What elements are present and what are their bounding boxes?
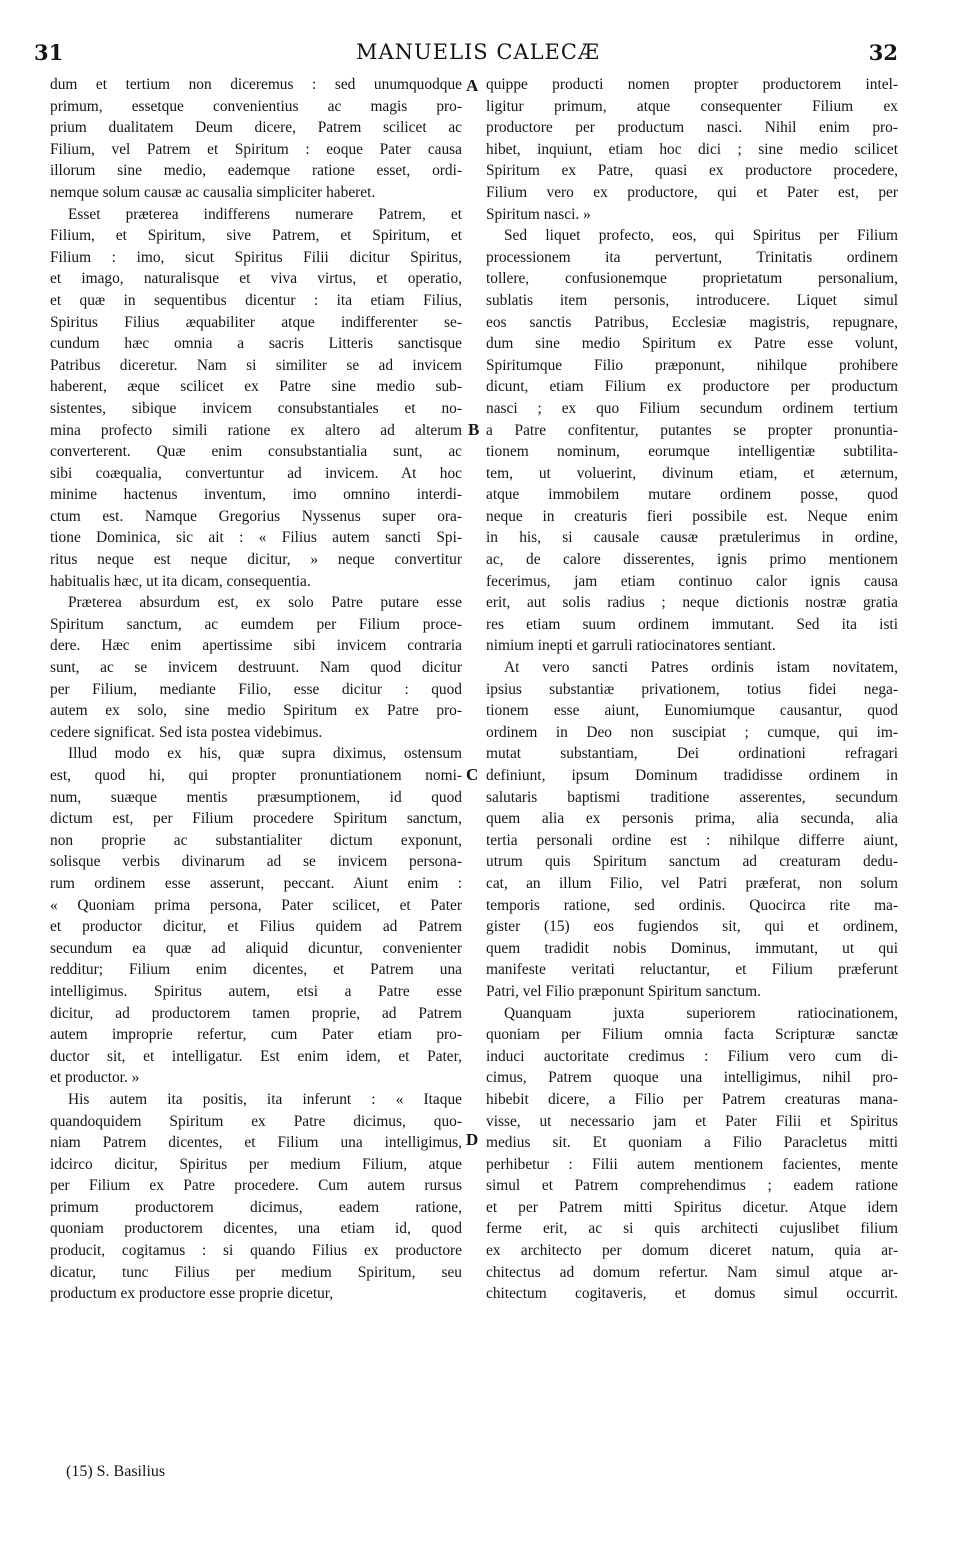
- right-column-line: ferme erit, ac si quis architecti cujuslibet filium: [486, 1220, 898, 1238]
- right-column-line: in his, si causale causæ prætulerimus in ordine,: [486, 529, 898, 547]
- left-column-line: mina profecto simili ratione ex altero ad alterum: [50, 421, 462, 439]
- left-column-line: Spiritum sanctum, ac eumdem per Filium proce-: [50, 615, 462, 633]
- left-column-line: tione Dominica, sic ait : « Filius autem sancti Spi-: [50, 529, 462, 547]
- right-column-line: temporis ratione, sed ordinis. Quocirca rite ma-: [486, 896, 898, 914]
- right-column-line: manifeste veritati reluctantur, et Filium præferunt: [486, 961, 898, 979]
- left-column-line: ctum est. Namque Gregorius Nyssenus super ora-: [50, 507, 462, 525]
- right-column-line: mutat substantiam, Dei ordinationi refragari: [486, 745, 898, 763]
- right-column-line: tollere, confusionemque proprietatum personalium,: [486, 270, 898, 288]
- right-column: [486, 74, 898, 1454]
- left-column-line: et productor dicitur, et Filius quidem ad Patrem: [50, 918, 462, 936]
- right-column-line: quem tradidit nobis Dominus, immutant, ut qui: [486, 939, 898, 957]
- left-column-line: haberent, æque scilicet ex Patre sine medio sub-: [50, 378, 462, 396]
- left-column-line: Esset præterea indifferens numerare Patrem, et: [68, 205, 462, 223]
- right-column-line: ipsius substantiæ privationem, totius fidei nega-: [486, 680, 898, 698]
- right-column-line: Filium vero ex productore, qui et Pater est, per: [486, 183, 898, 201]
- right-column-line: quem alia ex personis prima, alia secunda, alia: [486, 810, 898, 828]
- left-column-line: habitualis hæc, ut ita dicam, consequentia.: [50, 572, 311, 590]
- left-column-line: converterent. Quæ enim consubstantialia sunt, ac: [50, 443, 462, 461]
- right-column-line: hibet, inquiunt, etiam hoc dici ; sine medio scilicet: [486, 140, 898, 158]
- left-column-line: Præterea absurdum est, ex solo Patre putare esse: [68, 594, 462, 612]
- left-column-line: primum, essetque convenientius ac magis pro-: [50, 97, 462, 115]
- right-column-line: chitectum cogitaveris, et domus simul occurrit.: [486, 1285, 898, 1303]
- right-column-line: tionem esse aiunt, Eunomiumque causantur, quod: [486, 702, 898, 720]
- left-column-line: producit, cogitamus : si quando Filius ex productore: [50, 1242, 462, 1260]
- right-column-line: hibebit dicere, a Filio per Patrem creaturas mana-: [486, 1090, 898, 1108]
- left-column-line: num, suæque mentis præsumptionem, id quod: [50, 788, 462, 806]
- left-column-line: dum et tertium non diceremus : sed unumquodque: [50, 76, 462, 93]
- left-column-line: quandoquidem Spiritum ex Patre dicimus, quo-: [50, 1112, 462, 1130]
- left-column-line: sistentes, sibique invicem consubstantiales et no-: [50, 399, 462, 417]
- left-column-line: solisque verbis divinarum ad se invicem persona-: [50, 853, 462, 871]
- right-column-line: chitectus ad domum refertur. Nam simul atque ar-: [486, 1263, 898, 1281]
- right-column-line: visse, ut necessario jam et Pater Filii et Spiritus: [486, 1112, 898, 1130]
- left-column-line: et quæ in sequentibus dicentur : ita etiam Filius,: [50, 291, 462, 309]
- page-number-left: 31: [34, 40, 64, 65]
- left-column-line: Filium, vel Patrem et Spiritum : eoque Pater causa: [50, 140, 462, 158]
- left-column-line: dictum est, per Filium procedere Spiritum sanctum,: [50, 810, 462, 828]
- right-column-line: productore per productum nasci. Nihil enim pro-: [486, 119, 898, 137]
- left-column-line: Illud modo ex his, quæ supra diximus, ostensum: [68, 745, 462, 763]
- right-column-line: utrum quis Spiritum sanctum ad creaturam dedu-: [486, 853, 898, 871]
- left-column-line: His autem ita positis, ita inferunt : « Itaque: [68, 1090, 462, 1108]
- right-column-line: ordinem in Deo non suscipiat ; cumque, qui im-: [486, 723, 898, 741]
- right-column-line: Sed liquet profecto, eos, qui Spiritus per Filium: [504, 227, 898, 245]
- left-column-line: per Filium ex Patre procedere. Cum autem rursus: [50, 1177, 462, 1195]
- right-column-line: gister (15) eos fugiendos sit, qui et ordinem,: [486, 918, 898, 936]
- left-column-line: illorum sine medio, eademque ratione esset, ordi-: [50, 162, 462, 180]
- left-column-line: quoniam productorem dicentes, una etiam id, quod: [50, 1220, 462, 1238]
- left-column-line: autem ex solo, sine medio Spiritum ex Patre pro-: [50, 702, 462, 720]
- right-column-line: Quanquam juxta superiorem ratiocinationem,: [504, 1004, 898, 1022]
- margin-marker-a: A: [466, 76, 479, 95]
- right-column-line: tionem nominum, eorumque intelligentiæ subtilita-: [486, 443, 898, 461]
- right-column-line: quippe producti nomen propter productorem intel-: [486, 76, 898, 93]
- right-column-line: tertia personali ordine est : nihilque differre aiunt,: [486, 831, 898, 849]
- left-column-line: minime hactenus inventum, imo omnino interdi-: [50, 486, 462, 504]
- right-column-line: Patri, vel Filio præponunt Spiritum sanctum.: [486, 982, 761, 1000]
- right-column-line: cimus, Patrem quoque una intelligimus, nihil pro-: [486, 1069, 898, 1087]
- right-column-line: erit, aut solis radius ; neque dictionis nostræ gratia: [486, 594, 898, 612]
- right-column-line: simul et Patrem comprehendimus ; eadem ratione: [486, 1177, 898, 1195]
- left-column-line: nemque solum causæ ac causalia simpliciter haberet.: [50, 183, 376, 201]
- right-column-line: definiunt, ipsum Dominum tradidisse ordinem in: [486, 767, 898, 784]
- margin-marker-b: B: [468, 420, 480, 439]
- left-column-line: dere. Hæc enim apertissime sibi invicem contraria: [50, 637, 462, 655]
- left-column-line: ductor sit, et intelligatur. Est enim idem, et Pater,: [50, 1047, 462, 1065]
- footnote: (15) S. Basilius: [66, 1463, 166, 1480]
- right-column-line: At vero sancti Patres ordinis istam novitatem,: [504, 659, 898, 677]
- right-column-line: quoniam per Filium omnia facta Scripturæ sanctæ: [486, 1026, 898, 1044]
- right-column-line: tem, ut voluerint, divinum etiam, et æternum,: [486, 464, 898, 482]
- left-column-line: intelligimus. Spiritus autem, etsi a Patre esse: [50, 982, 462, 1000]
- right-column-line: Spiritum nasci. »: [486, 205, 591, 223]
- right-column-line: neque in creaturis fieri possibile est. Neque enim: [486, 507, 898, 525]
- left-column-line: prium dualitatem Deum dicere, Patrem scilicet ac: [50, 119, 462, 137]
- right-column-line: a Patre confitentur, putantes se propter pronuntia-: [486, 421, 898, 439]
- left-column-line: ritus neque est neque dicitur, » neque convertitur: [50, 551, 462, 569]
- left-column-line: productum ex productore esse proprie dicetur,: [50, 1285, 334, 1303]
- left-column-line: primum productorem dicimus, eadem ratione,: [50, 1198, 462, 1216]
- right-column-line: fecerimus, jam etiam continuo calor ignis causa: [486, 572, 898, 590]
- right-column-line: perhibetur : Filii autem mentionem facientes, mente: [486, 1155, 898, 1173]
- left-column-line: Patribus diceretur. Nam si similiter se ad invicem: [50, 356, 462, 374]
- left-column-line: Spiritus Filius æquabiliter atque indifferenter se-: [50, 313, 462, 331]
- left-column-line: Filium : imo, sicut Spiritus Filii dicitur Spiritus,: [50, 248, 462, 266]
- right-column-line: sublatis item personis, introducere. Liquet simul: [486, 291, 898, 309]
- left-column-line: cundum hæc omnia a sacris Litteris sanctisque: [50, 335, 462, 353]
- right-column-line: ac, de calore disserentes, ignis primo mentionem: [486, 551, 898, 569]
- right-column-line: Spiritum ex Patre, quasi ex productore procedere,: [486, 162, 898, 180]
- left-column: [50, 74, 462, 1454]
- page-number-right: 32: [868, 40, 898, 65]
- margin-marker-c: C: [466, 765, 479, 784]
- left-column-line: Filium, et Spiritum, sive Patrem, et Spiritum, et: [50, 227, 462, 245]
- right-column-line: ligitur primum, atque consequenter Filium ex: [486, 97, 898, 115]
- left-column-line: redditur; Filium enim dicentes, et Patrem una: [50, 961, 462, 979]
- margin-marker-d: D: [466, 1130, 479, 1149]
- right-column-line: atque immobilem mutare ordinem posse, quod: [486, 486, 898, 504]
- left-column-line: niam Patrem dicentes, et Filium una intelligimus,: [50, 1134, 462, 1152]
- right-column-line: et per Patrem mitti Spiritus dicetur. Atque idem: [486, 1198, 898, 1216]
- left-column-line: rum ordinem esse asserunt, peccant. Aiunt enim :: [50, 874, 462, 892]
- right-column-line: dicunt, etiam Filium ex productore per productum: [486, 378, 898, 396]
- right-column-line: Spiritumque Filio præponunt, nihilque prohibere: [486, 356, 898, 374]
- left-column-line: « Quoniam prima persona, Pater scilicet, et Pater: [50, 896, 462, 914]
- left-column-line: sunt, ac se invicem destruunt. Nam quod dicitur: [50, 659, 462, 677]
- right-column-line: nimium inepti et garruli ratiocinatores sentiant.: [486, 637, 776, 655]
- right-column-line: eos sanctis Patribus, Ecclesiæ magistris, repugnare,: [486, 313, 898, 331]
- right-column-line: induci auctoritate credimus : Filium vero cum di-: [486, 1047, 898, 1065]
- left-column-line: autem improprie refertur, cum Pater etiam pro-: [50, 1026, 462, 1044]
- right-column-line: salutaris baptismi traditione asserentes, secundum: [486, 788, 898, 806]
- right-column-line: ex architecto per domum diceret natum, quia ar-: [486, 1242, 898, 1260]
- left-column-line: dicatur, tunc Filius per medium Spiritum, seu: [50, 1263, 462, 1281]
- left-column-line: cedere significat. Sed ista postea videbimus.: [50, 723, 323, 741]
- left-column-line: idcirco dicitur, Spiritus per medium Filium, atque: [50, 1155, 462, 1173]
- left-column-line: non proprie ac substantialiter dictum exponunt,: [50, 831, 462, 849]
- left-column-line: per Filium, mediante Filio, esse dicitur : quod: [50, 680, 462, 698]
- left-column-line: et productor. »: [50, 1069, 140, 1087]
- running-title: MANUELIS CALECÆ: [356, 40, 600, 64]
- left-column-line: dicitur, ad productorem tamen proprie, ad Patrem: [50, 1004, 462, 1022]
- right-column-line: cat, an illum Filio, vel Patri præferat, non solum: [486, 874, 898, 892]
- right-column-line: nasci ; ex quo Filium secundum ordinem tertium: [486, 399, 898, 417]
- left-column-line: secundum ea quæ ad aliquid dicuntur, convenienter: [50, 939, 462, 957]
- right-column-line: res etiam suum ordinem immutant. Sed ita isti: [486, 615, 898, 633]
- right-column-line: processionem ita pervertunt, Trinitatis ordinem: [486, 248, 898, 266]
- left-column-line: et imago, naturalisque et viva virtus, et operatio,: [50, 270, 462, 288]
- right-column-line: dum sine medio Spiritum ex Patre esse volunt,: [486, 335, 898, 353]
- left-column-line: sibi coæqualia, convertuntur ad invicem. At hoc: [50, 464, 462, 482]
- right-column-line: medius sit. Et quoniam a Filio Paracletus mitti: [486, 1134, 898, 1152]
- running-header: [0, 40, 956, 70]
- left-column-line: est, quod hi, qui propter pronuntiationem nomi-: [50, 767, 462, 784]
